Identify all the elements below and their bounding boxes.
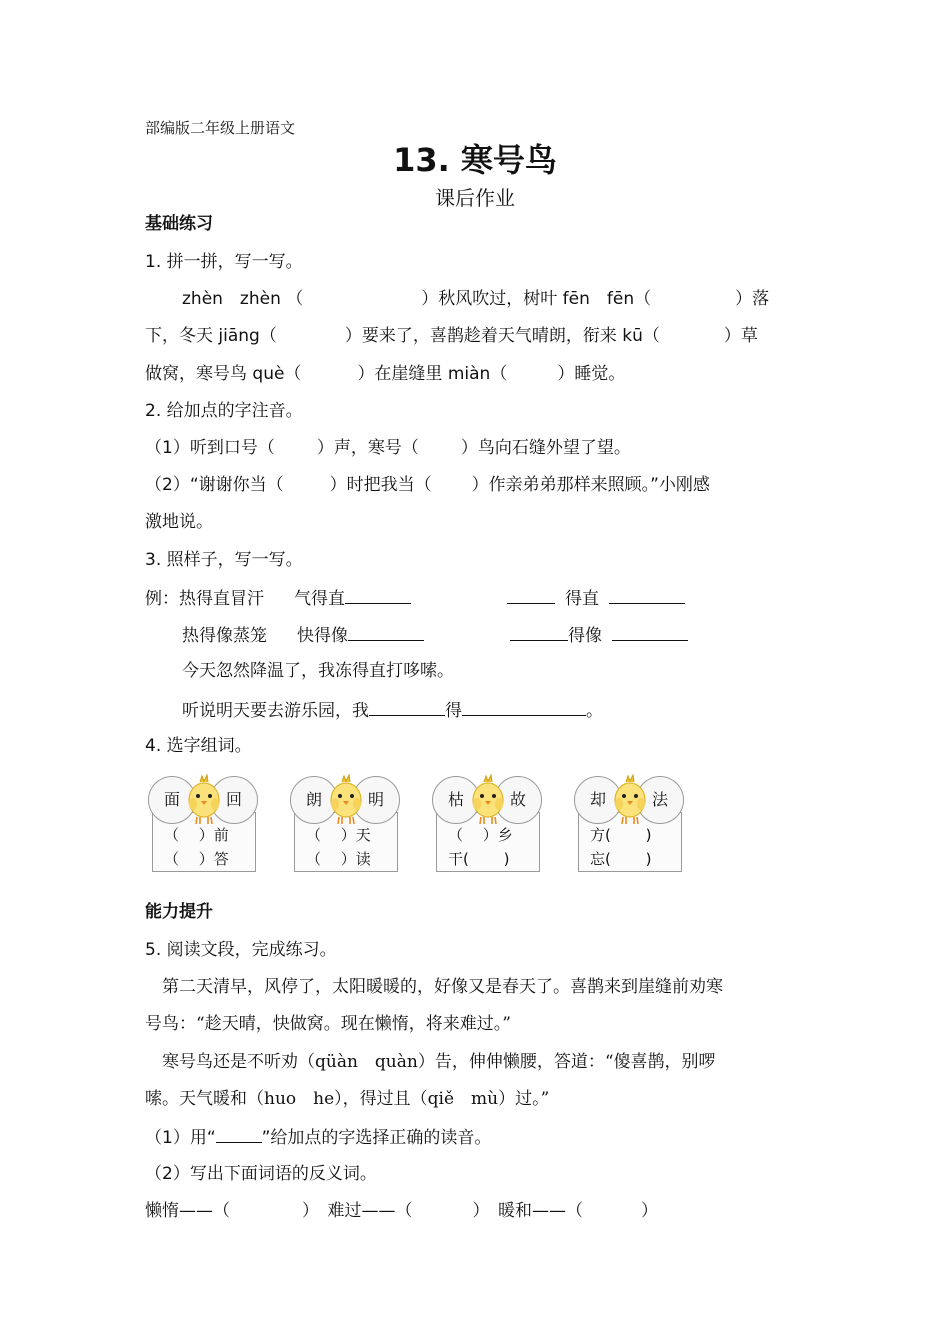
- q5-passage-line4: 嗦。天气暖和（huo he），得过且（qiě mù）过。”: [145, 1089, 550, 1109]
- q3-r1-b: 得直: [565, 589, 599, 609]
- q2-s1-b: ）声，寒号（: [316, 438, 419, 458]
- word-blank-2[interactable]: （ ）读: [306, 850, 371, 868]
- q3-example2: 热得像蒸笼: [182, 626, 267, 646]
- q3-r4-a: 听说明天要去游乐园，我: [182, 701, 369, 721]
- q1-line3-c: ）睡觉。: [557, 364, 626, 384]
- choice-char-right: 回: [210, 776, 258, 824]
- q3-r4-c: 。: [586, 701, 603, 721]
- q2-sentence2-cont: 激地说。: [145, 512, 213, 532]
- answer-line[interactable]: [609, 585, 685, 604]
- q5-sub1-a: （1）用“: [145, 1128, 216, 1148]
- word-blank-1[interactable]: （ ）天: [306, 826, 371, 844]
- q1-line3-b: ）在崖缝里 miàn（: [357, 364, 508, 384]
- chick-icon: [324, 774, 368, 826]
- answer-line[interactable]: [462, 697, 586, 716]
- q1-line2-a: 下，冬天 jiāng（: [145, 326, 277, 346]
- q3-row4: [182, 697, 603, 723]
- choice-char-left: 朗: [290, 776, 338, 824]
- choice-char-left: 枯: [432, 776, 480, 824]
- word-choice-box: [148, 774, 260, 874]
- q1-line1-c: ）落: [735, 289, 770, 309]
- q5-passage-line2: 号鸟：“趁天晴，快做窝。现在懒惰，将来难过。”: [145, 1014, 511, 1034]
- q3-r2-a: 快得像: [297, 626, 348, 646]
- q4-label: 4. 选字组词。: [145, 736, 252, 756]
- word-choice-box: [290, 774, 402, 874]
- q2-label: 2. 给加点的字注音。: [145, 401, 303, 421]
- q3-r1-a: 气得直: [294, 589, 345, 609]
- word-blank-2[interactable]: （ ）答: [164, 850, 229, 868]
- q3-r4-b: 得: [445, 701, 462, 721]
- word-blank-1[interactable]: （ ）前: [164, 826, 229, 844]
- q3-r2-b: 得像: [568, 626, 602, 646]
- section-basic-heading: 基础练习: [145, 214, 213, 234]
- answer-line[interactable]: [216, 1124, 262, 1143]
- word-blank-1[interactable]: 方( ): [590, 826, 652, 844]
- answer-line[interactable]: [348, 622, 424, 641]
- q5-sub1: [145, 1124, 491, 1150]
- q2-s2-c: ）作亲弟弟那样来照顾。”小刚感: [471, 475, 710, 495]
- q2-s1-a: （1）听到口号（: [145, 438, 275, 458]
- answer-line[interactable]: [510, 622, 568, 641]
- chick-icon: [466, 774, 510, 826]
- q5-sub2: （2）写出下面词语的反义词。: [145, 1164, 377, 1184]
- q3-example1: 例：热得直冒汗: [145, 589, 264, 609]
- q1-line1: [182, 287, 769, 311]
- section-advanced-heading: 能力提升: [145, 902, 213, 922]
- q2-sentence2: [145, 473, 710, 497]
- word-blank-1[interactable]: （ ）乡: [448, 826, 513, 844]
- word-choice-box: [432, 774, 544, 874]
- q3-row3: 今天忽然降温了，我冻得直打哆嗦。: [182, 661, 454, 681]
- q1-label: 1. 拼一拼，写一写。: [145, 252, 303, 272]
- q5-label: 5. 阅读文段，完成练习。: [145, 940, 337, 960]
- q1-line2-c: ）草: [723, 326, 758, 346]
- choice-char-right: 明: [352, 776, 400, 824]
- word-blank-2[interactable]: 干( ): [448, 850, 510, 868]
- q1-line2-b: ）要来了，喜鹊趁着天气晴朗，衔来 kū（: [344, 326, 660, 346]
- antonym-lazy: 懒惰——（: [145, 1201, 230, 1221]
- q1-line1-b: ）秋风吹过，树叶 fēn fēn（: [421, 289, 652, 309]
- q2-s2-b: ）时把我当（: [329, 475, 432, 495]
- answer-line[interactable]: [507, 585, 555, 604]
- q1-line1-a: zhèn zhèn （: [182, 289, 304, 309]
- choice-char-right: 法: [636, 776, 684, 824]
- q5-passage-line1: 第二天清早，风停了，太阳暖暖的，好像又是春天了。喜鹊来到崖缝前劝寒: [145, 977, 723, 997]
- q3-row1: [145, 585, 685, 611]
- antonym-sad: ） 难过——（: [302, 1201, 413, 1221]
- antonym-warm: ） 暖和——（: [472, 1201, 583, 1221]
- q1-line3-a: 做窝，寒号鸟 què（: [145, 364, 302, 384]
- lesson-title: 13. 寒号鸟: [393, 141, 557, 179]
- q5-passage-line3: 寒号鸟还是不听劝（qüàn quàn）告，伸伸懒腰，答道：“傻喜鹊，别啰: [145, 1052, 716, 1072]
- q2-s2-a: （2）“谢谢你当（: [145, 475, 284, 495]
- chick-icon: [608, 774, 652, 826]
- grade-label: 部编版二年级上册语文: [145, 119, 296, 137]
- word-choice-box: [574, 774, 686, 874]
- q2-sentence1: [145, 436, 631, 460]
- answer-line[interactable]: [345, 585, 411, 604]
- q3-row2: [182, 622, 688, 648]
- choice-char-left: 却: [574, 776, 622, 824]
- q1-line3: [145, 362, 625, 386]
- q3-label: 3. 照样子，写一写。: [145, 550, 303, 570]
- q2-s1-c: ）鸟向石缝外望了望。: [460, 438, 631, 458]
- choice-char-left: 面: [148, 776, 196, 824]
- q1-line2: [145, 324, 758, 348]
- q5-antonyms: [145, 1199, 658, 1223]
- q5-sub1-b: ”给加点的字选择正确的读音。: [261, 1128, 492, 1148]
- word-blank-2[interactable]: 忘( ): [590, 850, 652, 868]
- antonym-close: ）: [641, 1201, 658, 1221]
- chick-icon: [182, 774, 226, 826]
- lesson-subtitle: 课后作业: [435, 186, 515, 210]
- answer-line[interactable]: [612, 622, 688, 641]
- answer-line[interactable]: [369, 697, 445, 716]
- choice-char-right: 故: [494, 776, 542, 824]
